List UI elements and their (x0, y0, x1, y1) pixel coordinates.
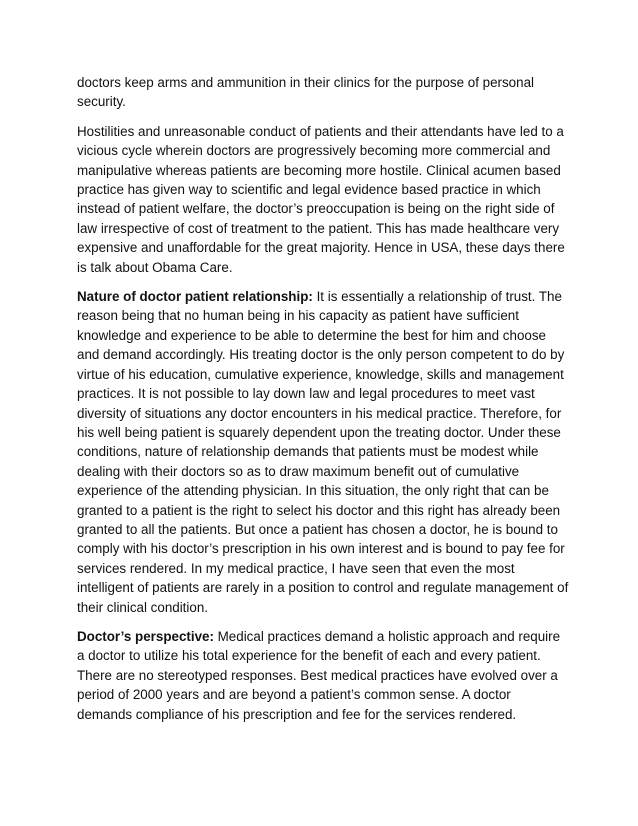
paragraph-nature-of-relationship (77, 287, 569, 617)
paragraph-hostilities (77, 122, 569, 277)
paragraph-text: doctors keep arms and ammunition in their clinics for the purpose of personal security. (77, 75, 535, 110)
paragraph-doctors-perspective (77, 627, 569, 724)
paragraph-text: It is essentially a relationship of trust. The reason being that no human being in his capacity as patient have sufficient knowledge and experience to be able to determine the best for him and choose and demand accordingly. His treating doctor is the only person competent to do by virtue of his education, cumulative experience, knowledge, skills and management practices. It is not possible to lay down law and legal procedures to meet vast diversity of situations any doctor encounters in his medical practice. Therefore, for his well being patient is squarely dependent upon the treating doctor. Under these conditions, nature of relationship demands that patients must be modest while dealing with their doctors so as to draw maximum benefit out of cumulative experience of the attending physician. In this situation, the only right that can be granted to a patient is the right to select his doctor and this right has already been granted to all the patients. But once a patient has chosen a doctor, he is bound to comply with his doctor’s prescription in his own interest and is bound to pay fee for services rendered. In my medical practice, I have seen that even the most intelligent of patients are rarely in a position to control and regulate management of their clinical condition. (77, 289, 569, 615)
document-body (77, 73, 569, 734)
section-heading: Nature of doctor patient relationship: (77, 289, 313, 305)
paragraph-security (77, 73, 569, 112)
paragraph-text: Hostilities and unreasonable conduct of patients and their attendants have led to a vicious cycle wherein doctors are progressively becoming more commercial and manipulative whereas patients are becoming more hostile. Clinical acumen based practice has given way to scientific and legal evidence based practice in which instead of patient welfare, the doctor’s preoccupation is being on the right side of law irrespective of cost of treatment to the patient. This has made healthcare very expensive and unaffordable for the great majority. Hence in USA, these days there is talk about Obama Care. (77, 123, 565, 275)
paragraph-text: Medical practices demand a holistic approach and require a doctor to utilize his total experience for the benefit of each and every patient. There are no stereotyped responses. Best medical practices have evolved over a period of 2000 years and are beyond a patient’s common sense. A doctor demands compliance of his prescription and fee for the services rendered. (77, 628, 561, 722)
section-heading: Doctor’s perspective: (77, 628, 214, 644)
